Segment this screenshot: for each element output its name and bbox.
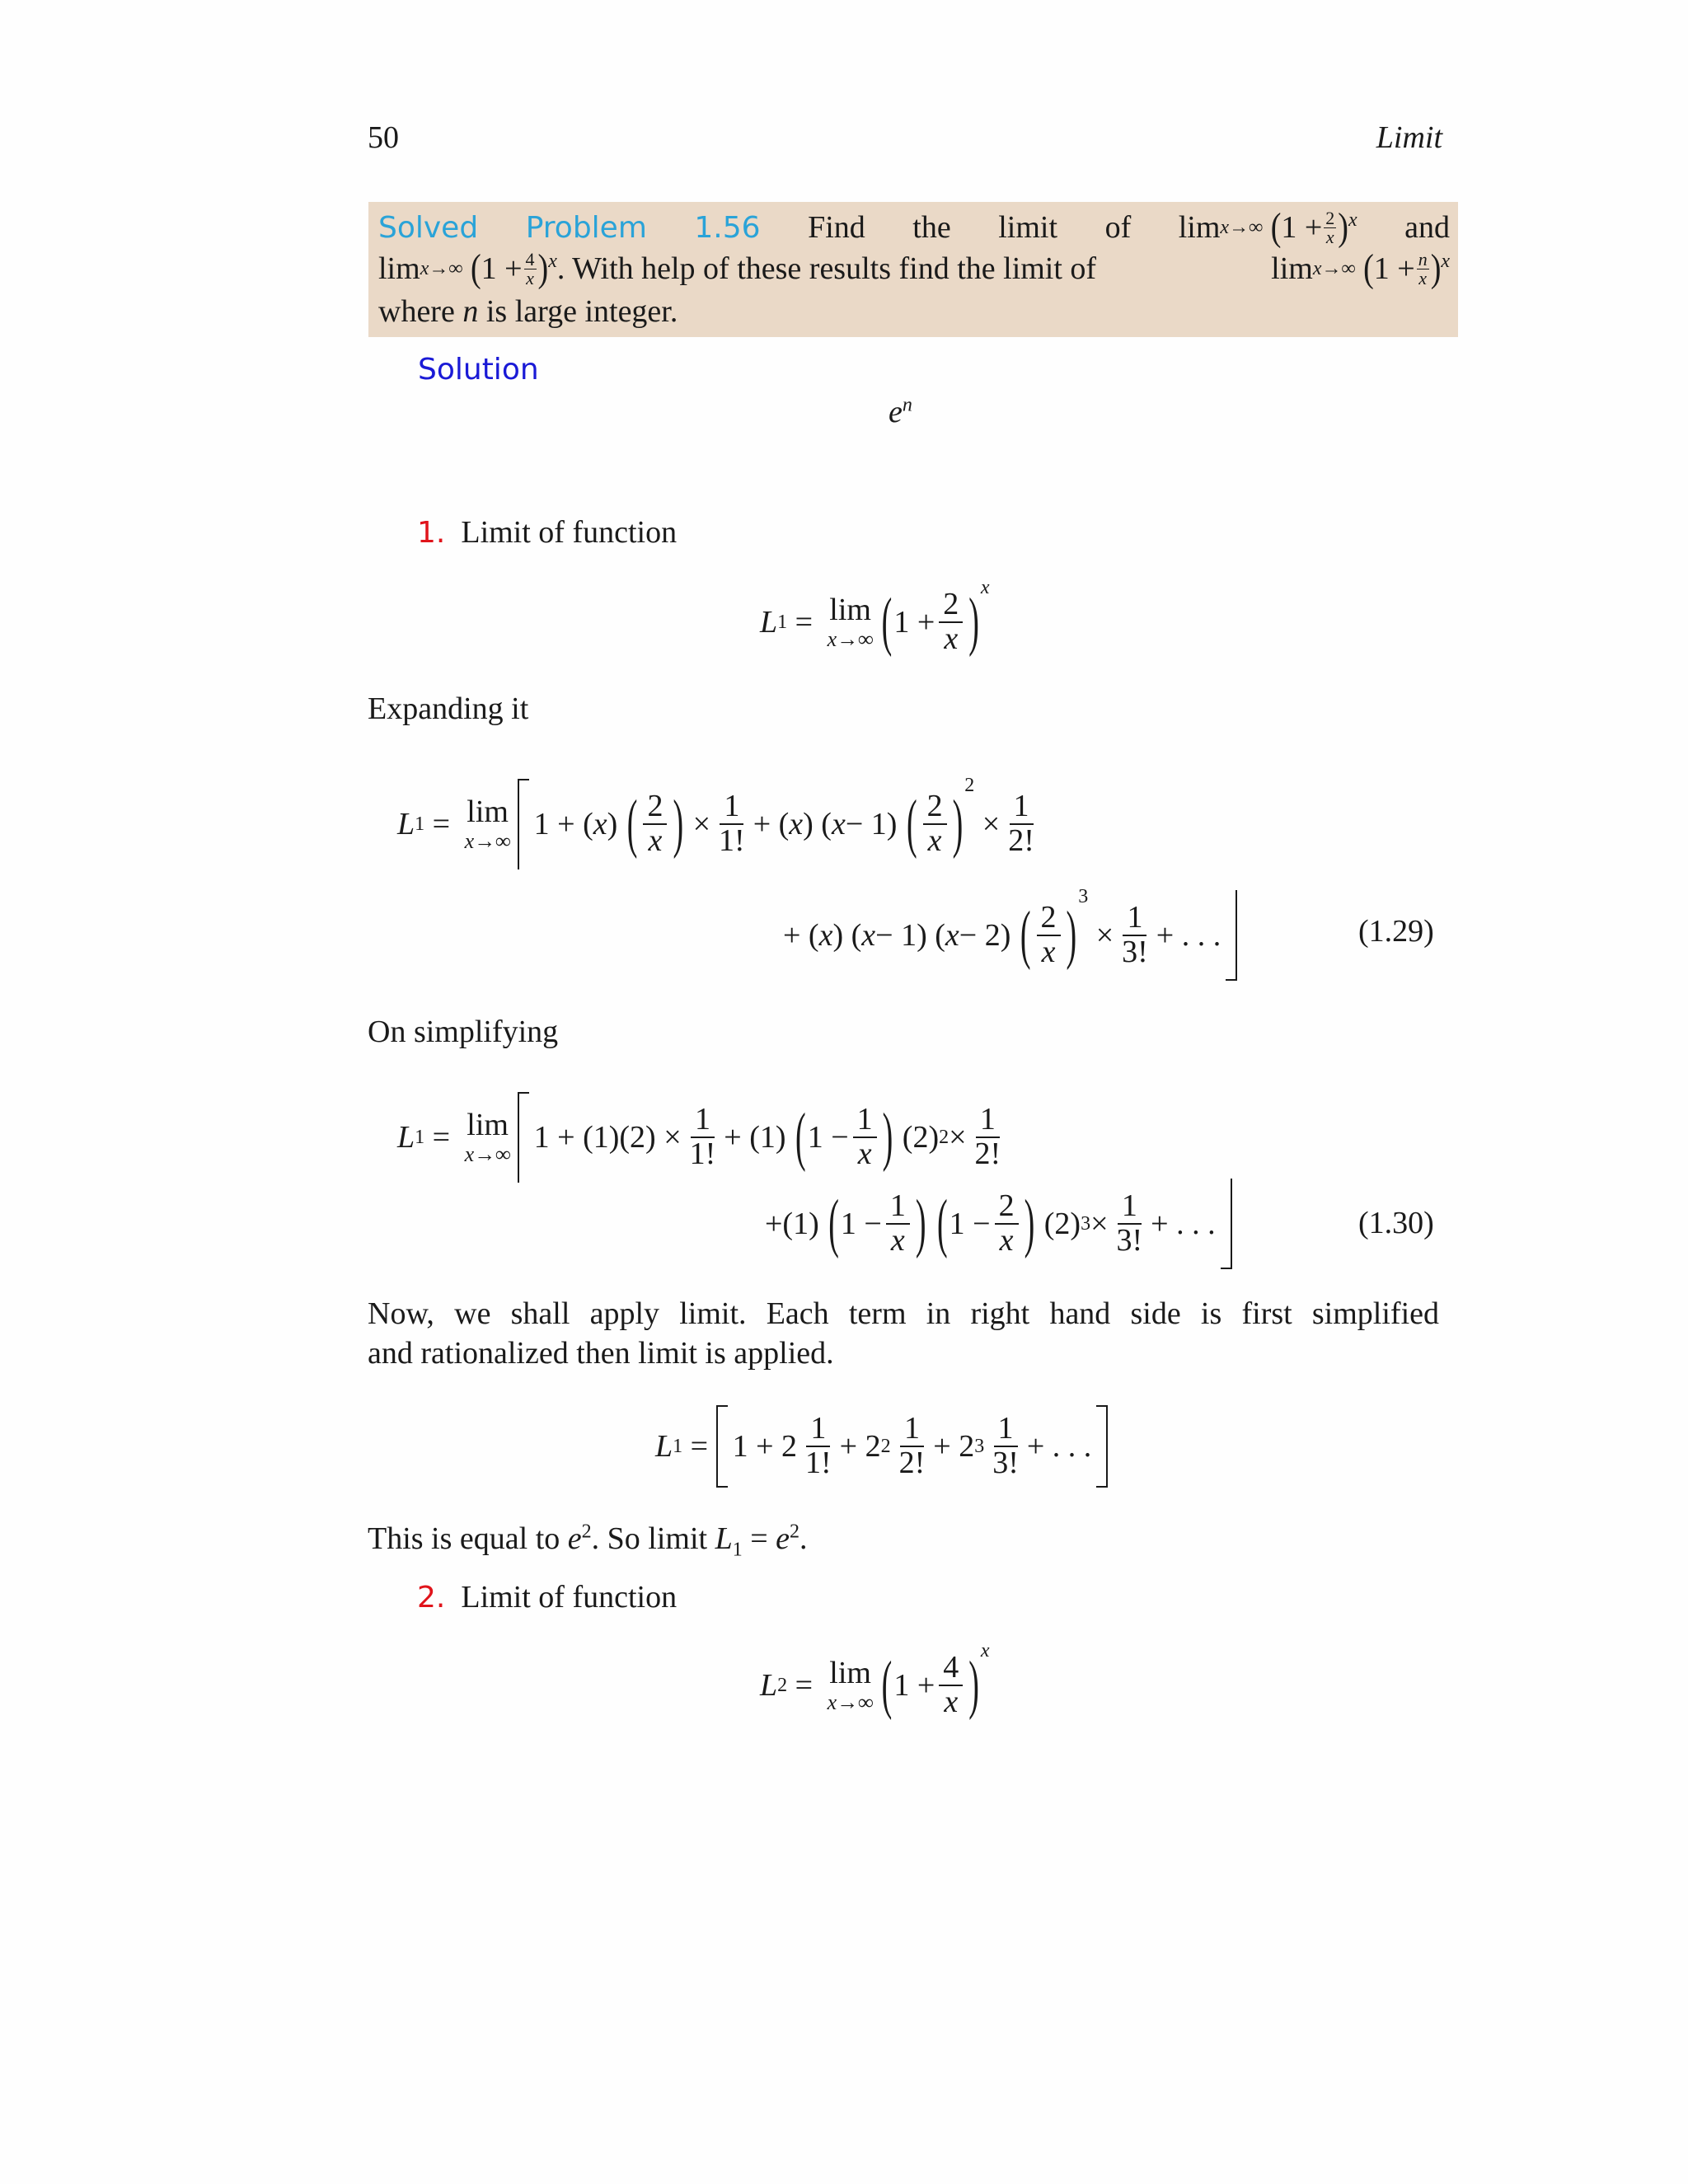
text-simplifying: On simplifying: [368, 1015, 559, 1049]
item-number: 2.: [417, 1581, 446, 1615]
solution-heading: Solution: [418, 353, 539, 387]
problem-expr-3: lim x→∞ ( 1 + n x ) $^x$: [1271, 246, 1450, 291]
equation-expansion-line-2: + ( x ) ( x − 1) ( x − 2) ( $\frac{2}{x}$ ) $^3$ × $\frac{1}{3!}$ + . . .: [783, 886, 1237, 985]
answer-exp: n: [902, 394, 912, 416]
problem-tail: where: [378, 294, 455, 329]
equation-simplified-line-2: +(1) ( 1 − $\frac{1}{x}$ ) ( 1 − $\frac{2}{x}$ ) (2) 3 × $\frac{1}{3!}$ + . . .: [765, 1174, 1232, 1273]
conclusion-c: .: [799, 1521, 808, 1556]
problem-line-1: [378, 207, 1450, 248]
solution-answer: [889, 394, 912, 430]
item-text: Limit of function: [461, 1580, 678, 1615]
problem-and: and: [1404, 210, 1450, 245]
conclusion-b: . So limit: [591, 1521, 708, 1556]
problem-line-2: [378, 248, 1450, 289]
list-item: [417, 514, 677, 551]
equation-expansion-line-1: L 1 = lim x→∞ 1 + ( x ) ( $\frac{2}{x}$ ) × $\frac{1}{1!}$ + ( x ) ( x − 1) ( $\frac{2}{x}$ ) $^2$ × $\frac{1}{2!}$: [397, 775, 1043, 874]
item-text: Limit of function: [461, 515, 678, 550]
paragraph-line: Now, we shall apply limit. Each term in right hand side is first simplified: [368, 1296, 1439, 1331]
problem-tail-2: is large integer.: [485, 294, 678, 329]
problem-intro: Find: [808, 210, 865, 245]
answer-base: e: [889, 395, 903, 429]
list-item: [417, 1579, 677, 1615]
conclusion-text: This is equal to $e^2$. So limit $L_1 = e^2$.: [368, 1521, 808, 1561]
equation-l2-def: L 2 = lim x→∞ ( 1 + $\frac{4}{x}$ ) $^x$: [760, 1640, 990, 1722]
conclusion-a: This is equal to: [368, 1521, 560, 1556]
problem-intro-4: of: [1104, 210, 1132, 245]
equation-series: L 1 = 1 + 2 $\frac{1}{1!}$ + 2 2 $\frac{1}{2!}$ + 2 3 $\frac{1}{3!}$ + . . .: [655, 1401, 1108, 1492]
problem-middle: . With help of these results find the limit of: [556, 251, 1097, 286]
page-number: 50: [368, 120, 399, 155]
item-number: 1.: [417, 516, 446, 550]
equation-simplified-line-1: L 1 = lim x→∞ 1 + (1)(2) × $\frac{1}{1!}$ + (1) ( 1 − $\frac{1}{x}$ ) (2) 2 × $\frac{1}{2!}$: [397, 1088, 1009, 1187]
equation-number: (1.30): [1358, 1206, 1434, 1240]
problem-line-3: where n is large integer.: [378, 294, 678, 329]
paragraph-line: and rationalized then limit is applied.: [368, 1336, 834, 1371]
problem-number: 1.56: [694, 210, 761, 245]
text-expanding: Expanding it: [368, 691, 529, 726]
equation-l1-def: L 1 = lim x→∞ ( 1 + $\frac{2}{x}$ ) $^x$: [760, 577, 990, 659]
problem-box: [368, 202, 1458, 337]
equation-number: (1.29): [1358, 914, 1434, 949]
problem-expr-2: lim x→∞ ( 1 + 4 x ) $^x$: [378, 246, 557, 291]
problem-label-word: Problem: [525, 210, 647, 245]
problem-label: Solved: [378, 210, 479, 245]
problem-expr-1: lim x→∞ ( 1 + 2 x ) $^x$: [1178, 205, 1357, 250]
problem-intro-2: the: [912, 210, 951, 245]
running-head: Limit: [1376, 120, 1442, 155]
problem-intro-3: limit: [998, 210, 1058, 245]
